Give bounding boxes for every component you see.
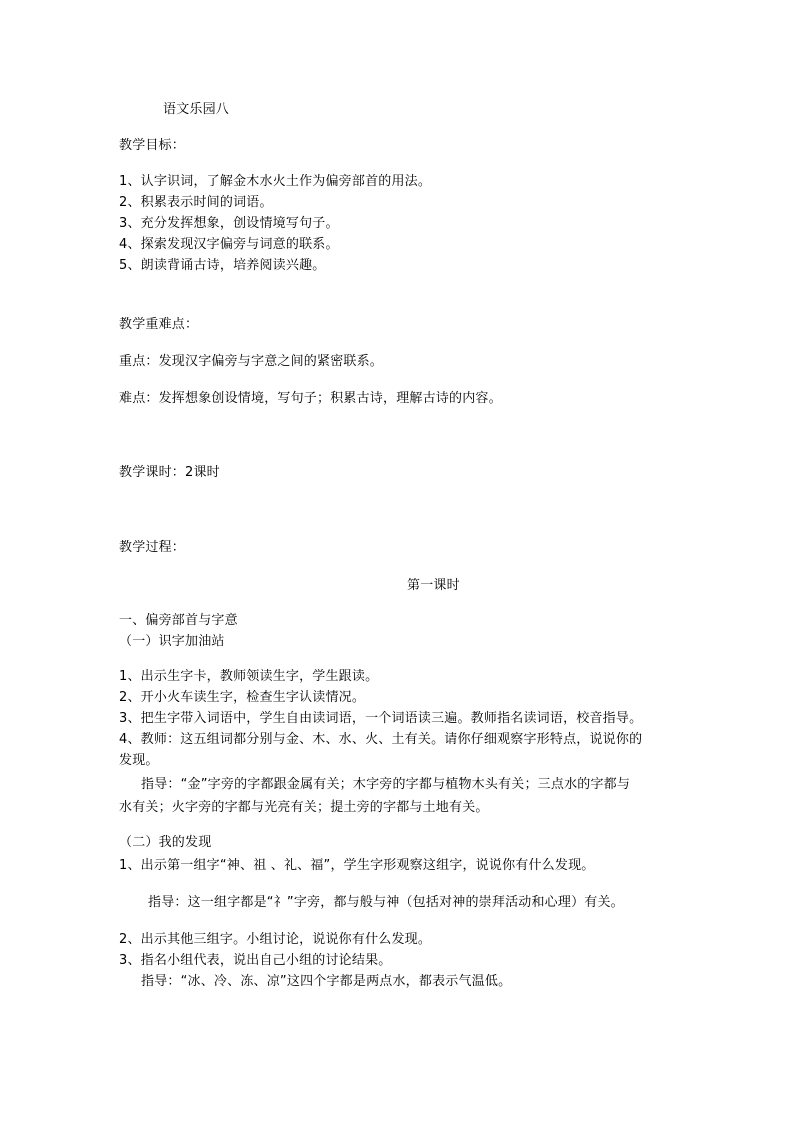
goal-item: 3、充分发挥想象，创设情境写句子。: [119, 216, 339, 231]
goal-item: 4、探索发现汉字偏旁与词意的联系。: [119, 237, 339, 252]
difficulty-heading: 教学重难点：: [119, 317, 199, 332]
goal-item: 2、积累表示时间的词语。: [119, 195, 273, 210]
process-heading: 教学过程：: [119, 540, 186, 555]
goal-item: 5、朗读背诵古诗，培养阅读兴趣。: [119, 258, 326, 273]
section-heading: 一、偏旁部首与字意: [119, 613, 238, 628]
step-item: 1、出示生字卡，教师领读生字，学生跟读。: [119, 669, 379, 684]
step-item: 2、出示其他三组字。小组讨论，说说你有什么发现。: [119, 932, 432, 947]
subsection-heading: （二）我的发现: [119, 835, 212, 850]
step-item: 发现。: [119, 753, 159, 768]
step-item: 4、教师：这五组词都分别与金、木、水、火、土有关。请你仔细观察字形特点，说说你的: [119, 732, 643, 747]
hard-point: 难点：发挥想象创设情境，写句子；积累古诗，理解古诗的内容。: [119, 391, 502, 406]
lesson-title: 第一课时: [407, 578, 460, 593]
guidance-text: 指导：“冰、冷、冻、凉”这四个字都是两点水，都表示气温低。: [141, 974, 512, 989]
subsection-heading: （一）识字加油站: [119, 634, 225, 649]
key-point: 重点：发现汉字偏旁与字意之间的紧密联系。: [119, 354, 384, 369]
guidance-text: 指导：“金”字旁的字都跟金属有关；木字旁的字都与植物木头有关；三点水的字都与: [141, 777, 631, 792]
goal-item: 1、认字识词，了解金木水火土作为偏旁部首的用法。: [119, 174, 432, 189]
step-item: 3、指名小组代表，说出自己小组的讨论结果。: [119, 953, 392, 968]
step-item: 1、出示第一组字“神、祖 、礼、福”，学生字形观察这组字，说说你有什么发现。: [119, 858, 595, 873]
step-item: 2、开小火车读生字，检查生字认读情况。: [119, 690, 366, 705]
document-title: 语文乐园八: [163, 102, 230, 117]
guidance-text: 指导：这一组字都是“礻”字旁，都与般与神（包括对神的崇拜活动和心理）有关。: [148, 895, 624, 910]
guidance-text: 水有关；火字旁的字都与光亮有关；提土旁的字都与土地有关。: [119, 800, 489, 815]
lesson-hours: 教学课时：2课时: [119, 465, 220, 480]
step-item: 3、把生字带入词语中，学生自由读词语，一个词语读三遍。教师指名读词语，校音指导。: [119, 711, 643, 726]
goals-heading: 教学目标：: [119, 138, 186, 153]
